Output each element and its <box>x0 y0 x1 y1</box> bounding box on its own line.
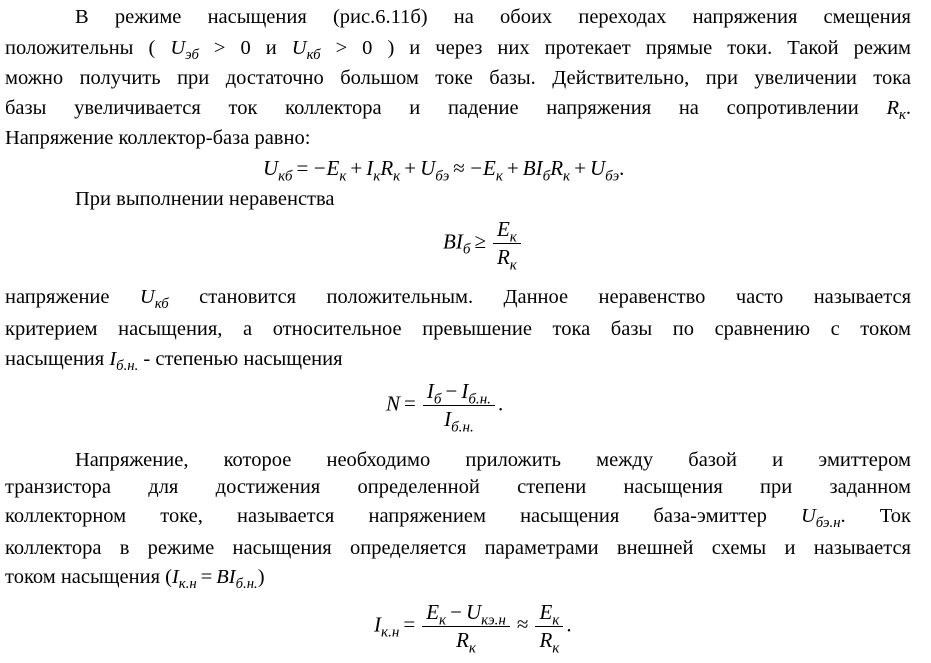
para3-line3-start: насыщения <box>5 348 105 370</box>
fraction-ek-rk-2: $\frac{E_к}{R_к}$ <box>535 599 563 654</box>
para1-line2-end: ) и через них протекает прямые токи. Такой режим <box>387 37 912 59</box>
r-k-symbol: $R_к$. <box>886 97 912 124</box>
para4-line2-text: транзистора для достижения определенной степени насыщения при заданном <box>5 476 911 498</box>
i-kn-inline: $I_{к.н} = BI_{б.н.}$ <box>171 566 258 593</box>
para1-line4 <box>5 94 911 122</box>
para4-line3-text: коллекторном токе, называется напряжением насыщения база-эмиттер <box>5 505 767 527</box>
equation-ukb: $U_{кб} = -E_к + I_кR_к + U_{бэ} \approx -E_к + BI_бR_к + U_{бэ}$. <box>263 156 625 185</box>
para3-line2 <box>5 315 911 343</box>
para4-line2 <box>5 473 911 501</box>
u-eb-symbol: $U_{эб} > 0$ <box>170 37 251 64</box>
para4-line5-end: ) <box>257 566 265 588</box>
para3-line1-end: становится положительным. Данное неравенство часто называется <box>199 286 911 308</box>
para1-line2 <box>5 34 911 62</box>
para2-line1-text: При выполнении неравенства <box>75 188 335 210</box>
para1-line1-text: В режиме насыщения (рис.6.11б) на обоих переходах напряжения смещения <box>75 6 911 28</box>
fraction-saturation-degree: $\frac{I_б - I_{б.н.}}{I_{б.н.}}$ <box>423 378 495 433</box>
u-kb-symbol: $U_{кб} > 0$ <box>291 37 388 64</box>
para3-line3-end: - степенью насыщения <box>143 348 343 370</box>
para3-line3 <box>5 345 911 373</box>
and-text: и <box>265 37 292 59</box>
equation-saturation-criterion: $BI_б$ ≥ $\frac{E_к}{R_к}$ <box>443 216 524 271</box>
para4-line1-text: Напряжение, которое необходимо приложить между базой и эмиттером <box>75 449 911 471</box>
para1-line3-text: можно получить при достаточно большом токе базы. Действительно, при увеличении тока <box>5 67 911 89</box>
para3-line2-text: критерием насыщения, а относительное превышение тока базы по сравнению с током <box>5 318 911 340</box>
para4-line4 <box>5 534 911 562</box>
fraction-ek-minus-ukeh: $\frac{E_к - U_{кэ.н}}{R_к}$ <box>422 599 510 654</box>
para4-line4-text: коллектора в режиме насыщения определяется параметрами внешней схемы и называется <box>5 537 911 559</box>
equation-saturation-degree: N = $\frac{I_б - I_{б.н.}}{I_{б.н.}}$ . <box>386 379 504 436</box>
para1-line5 <box>5 124 911 152</box>
equation-saturation-current: $I_{к.н}$ = $\frac{E_к - U_{кэ.н}}{R_к}$ ≈ $\frac{E_к}{R_к}$ . <box>374 600 572 657</box>
para1-line3 <box>5 64 911 92</box>
para4-line5 <box>5 563 911 591</box>
para1-line5-text: Напряжение коллектор-база равно: <box>5 127 311 149</box>
para1-line2-start: положительны ( <box>5 37 156 59</box>
i-bn-inline: $I_{б.н.}$ <box>109 348 139 375</box>
para1-line4-text: базы увеличивается ток коллектора и падение напряжения на сопротивлении <box>5 97 859 119</box>
u-kb-inline: $U_{кб}$ <box>139 286 169 313</box>
para2-line1 <box>75 185 911 213</box>
para4-line1 <box>75 446 911 474</box>
u-ben-inline: $U_{бэ.н}$. Ток <box>800 505 911 532</box>
fraction-ek-rk: $\frac{E_к}{R_к}$ <box>493 216 521 271</box>
para3-line1-start: напряжение <box>5 286 110 308</box>
para4-line5-start: током насыщения ( <box>5 566 172 588</box>
para1-line1 <box>75 3 911 31</box>
para3-line1 <box>5 283 911 311</box>
para4-line3 <box>5 502 911 530</box>
